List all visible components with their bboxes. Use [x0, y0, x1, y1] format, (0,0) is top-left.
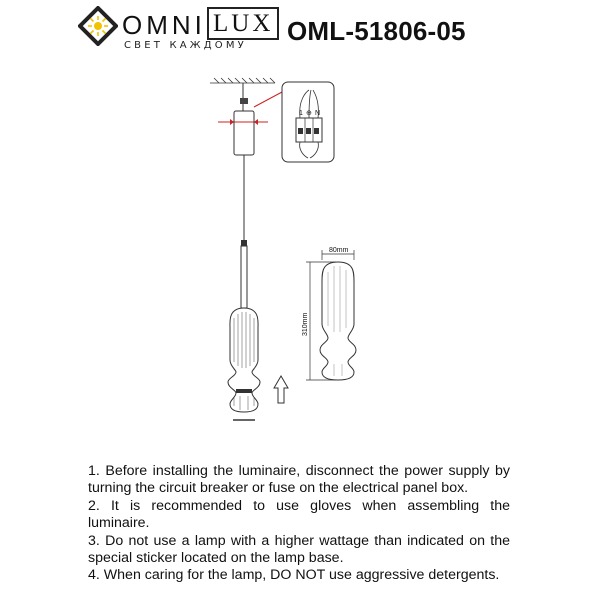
cable-clamp	[241, 240, 247, 246]
terminal-label-ground: ⊕	[306, 110, 312, 117]
dimension-height-label: 310mm	[302, 312, 309, 336]
dimension-ribs	[328, 266, 346, 376]
lamp-body	[228, 246, 260, 412]
dimension-width-label: 80mm	[329, 247, 349, 254]
up-arrow-icon	[274, 376, 288, 403]
instruction-1: 1. Before installing the luminaire, disconnect the power supply by turning the circuit breaker or fuse on the electrical panel box.	[88, 463, 510, 497]
instruction-4: 4. When caring for the lamp, DO NOT use aggressive detergents.	[88, 567, 500, 584]
dimension-lines	[306, 250, 354, 380]
ceiling-mount	[218, 83, 268, 155]
brand-name-omni: OMNI	[122, 10, 206, 40]
lamp-base-ring	[236, 389, 252, 393]
brand-name-lux: LUX	[207, 7, 279, 40]
brand-tagline: СВЕТ КАЖДОМУ	[124, 40, 247, 51]
instructions	[88, 463, 510, 585]
instruction-2: 2. It is recommended to use gloves when assembling the luminaire.	[88, 497, 510, 532]
diamond-sun-logo-icon	[78, 6, 118, 46]
header	[0, 0, 600, 60]
terminal-label-1: 1	[299, 110, 303, 117]
lamp-technical-drawing	[0, 60, 600, 450]
dimension-view	[320, 262, 356, 380]
lamp-ribs	[234, 312, 254, 410]
instruction-3: 3. Do not use a lamp with a higher wattage than indicated on the special sticker located on the lamp base.	[88, 532, 510, 567]
ceiling-hatch	[210, 78, 275, 83]
model-number: OML-51806-05	[287, 16, 466, 46]
terminal-label-n: N	[315, 110, 321, 117]
